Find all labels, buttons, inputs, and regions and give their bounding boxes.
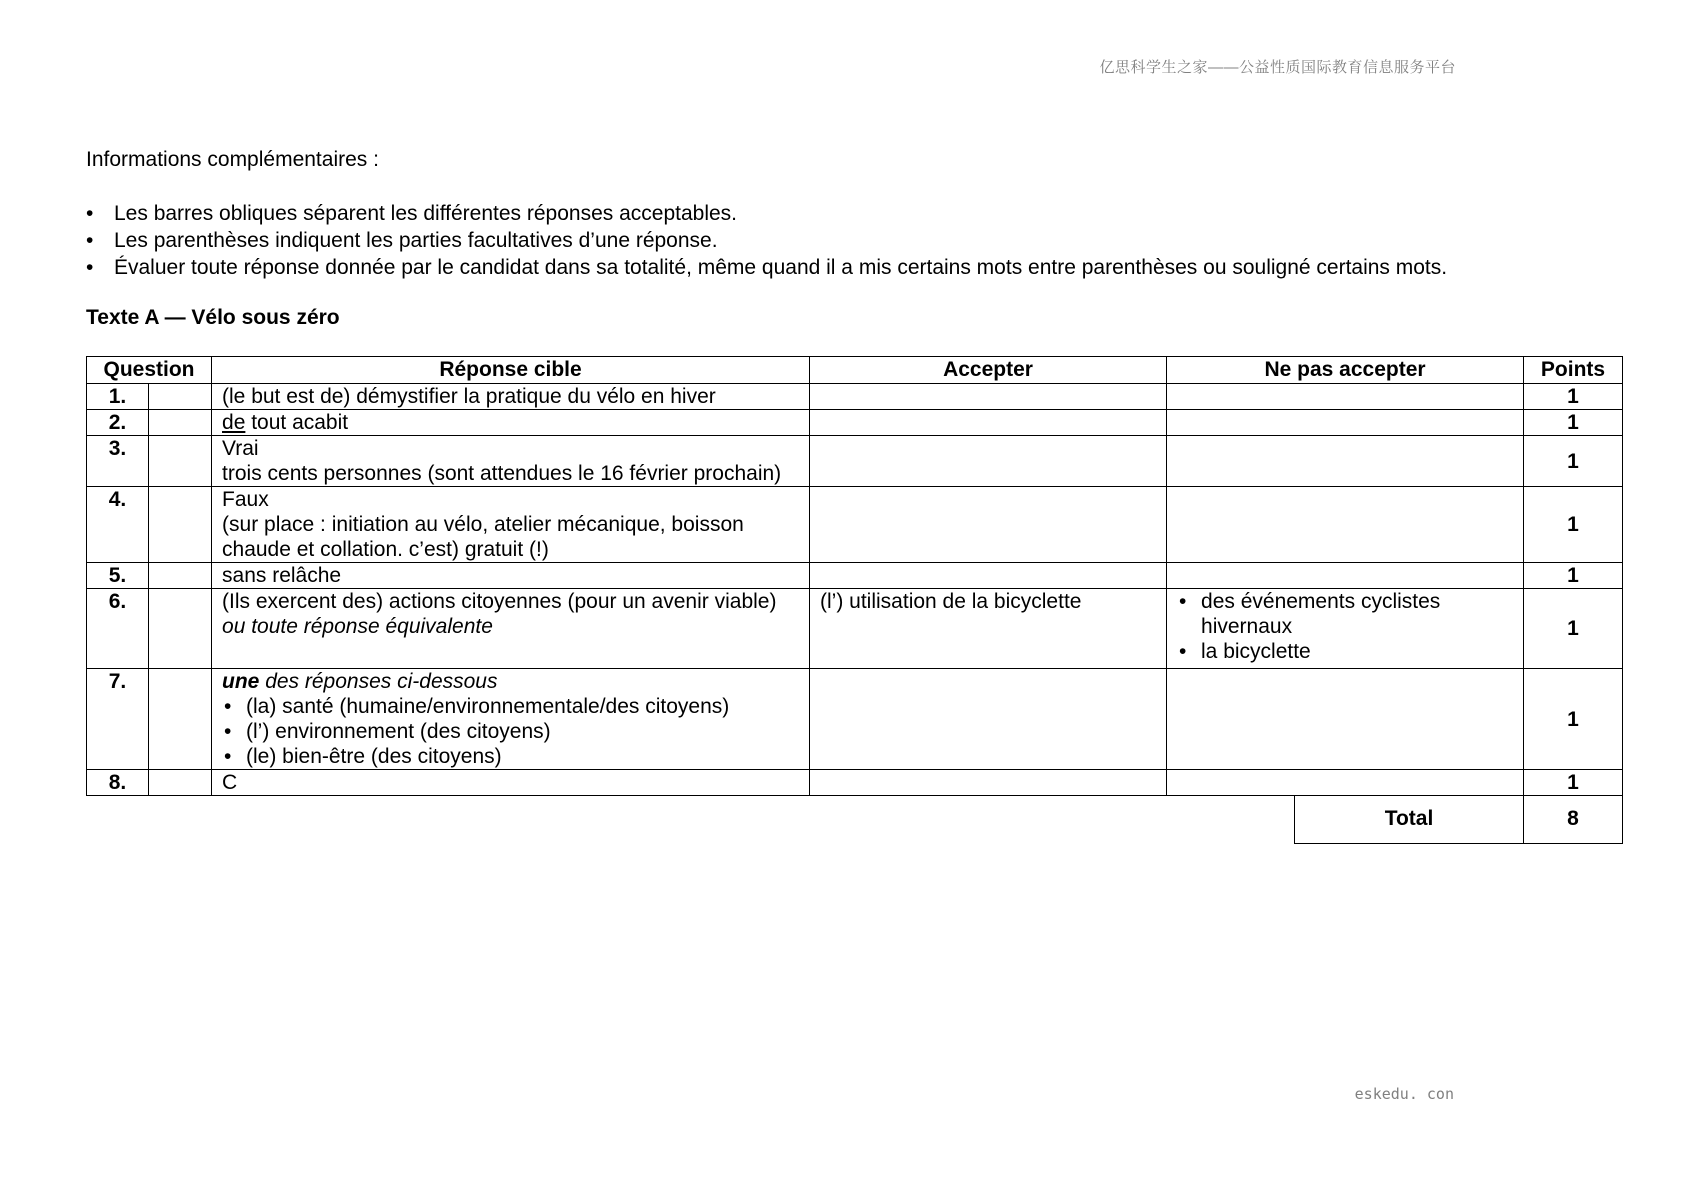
- reponse-cell: [212, 563, 810, 589]
- points-cell: 1: [1524, 669, 1623, 770]
- points-cell: 1: [1524, 384, 1623, 410]
- table-row: [87, 669, 1623, 770]
- reponse-italic: ou toute réponse équivalente: [222, 615, 493, 638]
- reponse-line: C: [222, 771, 238, 794]
- table-row: [87, 487, 1623, 563]
- reponse-line: Faux: [222, 488, 269, 511]
- header-accepter: Accepter: [810, 357, 1167, 384]
- points-cell: 1: [1524, 589, 1623, 669]
- reponse-intro: [222, 669, 799, 694]
- table-row: [87, 589, 1623, 669]
- reponse-cell: [212, 436, 810, 487]
- reponse-line: Vrai: [222, 437, 259, 460]
- total-row: [1295, 795, 1623, 844]
- header-watermark: 亿思科学生之家——公益性质国际教育信息服务平台: [1099, 59, 1456, 76]
- accepter-cell: [810, 669, 1167, 770]
- sub-cell: [149, 487, 212, 563]
- total-label: Total: [1295, 795, 1524, 844]
- reponse-cell: [212, 589, 810, 669]
- reponse-main: (Ils exercent des) actions citoyennes (pour un avenir viable): [222, 590, 777, 613]
- question-number: 2.: [87, 410, 149, 436]
- sub-cell: [149, 589, 212, 669]
- header-question: Question: [87, 357, 212, 384]
- reponse-cell: [212, 384, 810, 410]
- reponse-item: • (la) santé (humaine/environnementale/des citoyens): [222, 694, 799, 719]
- accepter-cell: [810, 410, 1167, 436]
- points-cell: 1: [1524, 487, 1623, 563]
- section-title: Texte A — Vélo sous zéro: [86, 306, 340, 329]
- reponse-line: (le but est de) démystifier la pratique du vélo en hiver: [222, 385, 716, 408]
- question-number: 7.: [87, 669, 149, 770]
- ne-pas-cell: [1167, 487, 1524, 563]
- intro-bullet: • Les barres obliques séparent les différentes réponses acceptables.: [86, 200, 1447, 227]
- sub-cell: [149, 436, 212, 487]
- total-table: [1294, 795, 1623, 844]
- sub-cell: [149, 669, 212, 770]
- question-number: 4.: [87, 487, 149, 563]
- question-number: 3.: [87, 436, 149, 487]
- footer-site: eskedu. con: [1354, 1085, 1454, 1103]
- ne-pas-cell: [1167, 563, 1524, 589]
- question-number: 1.: [87, 384, 149, 410]
- table-row: [87, 563, 1623, 589]
- ne-pas-cell: [1167, 669, 1524, 770]
- intro-bullet: • Évaluer toute réponse donnée par le candidat dans sa totalité, même quand il a mis certains mots entre parenthèses ou souligné certains mots.: [86, 254, 1447, 281]
- sub-cell: [149, 563, 212, 589]
- header-ne-pas-accepter: Ne pas accepter: [1167, 357, 1524, 384]
- intro-bullet: • Les parenthèses indiquent les parties facultatives d’une réponse.: [86, 227, 1447, 254]
- question-number: 5.: [87, 563, 149, 589]
- reponse-item: • (l’) environnement (des citoyens): [222, 719, 799, 744]
- reponse-cell: [212, 487, 810, 563]
- question-number: 8.: [87, 770, 149, 796]
- reponse-line: (sur place : initiation au vélo, atelier mécanique, boisson chaude et collation. c’est) gratuit (!): [222, 513, 744, 561]
- table-row: [87, 384, 1623, 410]
- reponse-rest: tout acabit: [245, 411, 349, 434]
- reponse-item: • (le) bien-être (des citoyens): [222, 744, 799, 769]
- question-number: 6.: [87, 589, 149, 669]
- reponse-italic: des réponses ci-dessous: [259, 670, 498, 693]
- intro-bullet-list: [86, 200, 1447, 281]
- ne-pas-cell: [1167, 410, 1524, 436]
- reponse-list: [222, 694, 799, 769]
- answer-table: [86, 356, 1623, 796]
- reponse-underlined: de: [222, 411, 246, 434]
- reponse-line: sans relâche: [222, 564, 342, 587]
- sub-cell: [149, 384, 212, 410]
- ne-pas-item: • des événements cyclistes hivernaux: [1177, 589, 1513, 639]
- accepter-cell: [810, 436, 1167, 487]
- intro-title: Informations complémentaires :: [86, 148, 379, 171]
- header-reponse: Réponse cible: [212, 357, 810, 384]
- accepter-cell: (l’) utilisation de la bicyclette: [810, 589, 1167, 669]
- ne-pas-cell: [1167, 589, 1524, 669]
- ne-pas-list: [1177, 589, 1513, 664]
- reponse-cell: [212, 669, 810, 770]
- reponse-cell: [212, 770, 810, 796]
- table-row: [87, 436, 1623, 487]
- sub-cell: [149, 410, 212, 436]
- reponse-bold-italic: une: [222, 670, 260, 693]
- points-cell: 1: [1524, 770, 1623, 796]
- ne-pas-cell: [1167, 770, 1524, 796]
- table-row: [87, 410, 1623, 436]
- accepter-cell: [810, 770, 1167, 796]
- table-header-row: [87, 357, 1623, 384]
- accepter-cell: [810, 487, 1167, 563]
- points-cell: 1: [1524, 563, 1623, 589]
- points-cell: 1: [1524, 410, 1623, 436]
- reponse-line: trois cents personnes (sont attendues le 16 février prochain): [222, 462, 782, 485]
- points-cell: 1: [1524, 436, 1623, 487]
- ne-pas-item: • la bicyclette: [1177, 639, 1513, 664]
- total-value: 8: [1524, 795, 1623, 844]
- sub-cell: [149, 770, 212, 796]
- reponse-cell: [212, 410, 810, 436]
- ne-pas-cell: [1167, 384, 1524, 410]
- accepter-cell: [810, 563, 1167, 589]
- accepter-cell: [810, 384, 1167, 410]
- ne-pas-cell: [1167, 436, 1524, 487]
- table-row: [87, 770, 1623, 796]
- header-points: Points: [1524, 357, 1623, 384]
